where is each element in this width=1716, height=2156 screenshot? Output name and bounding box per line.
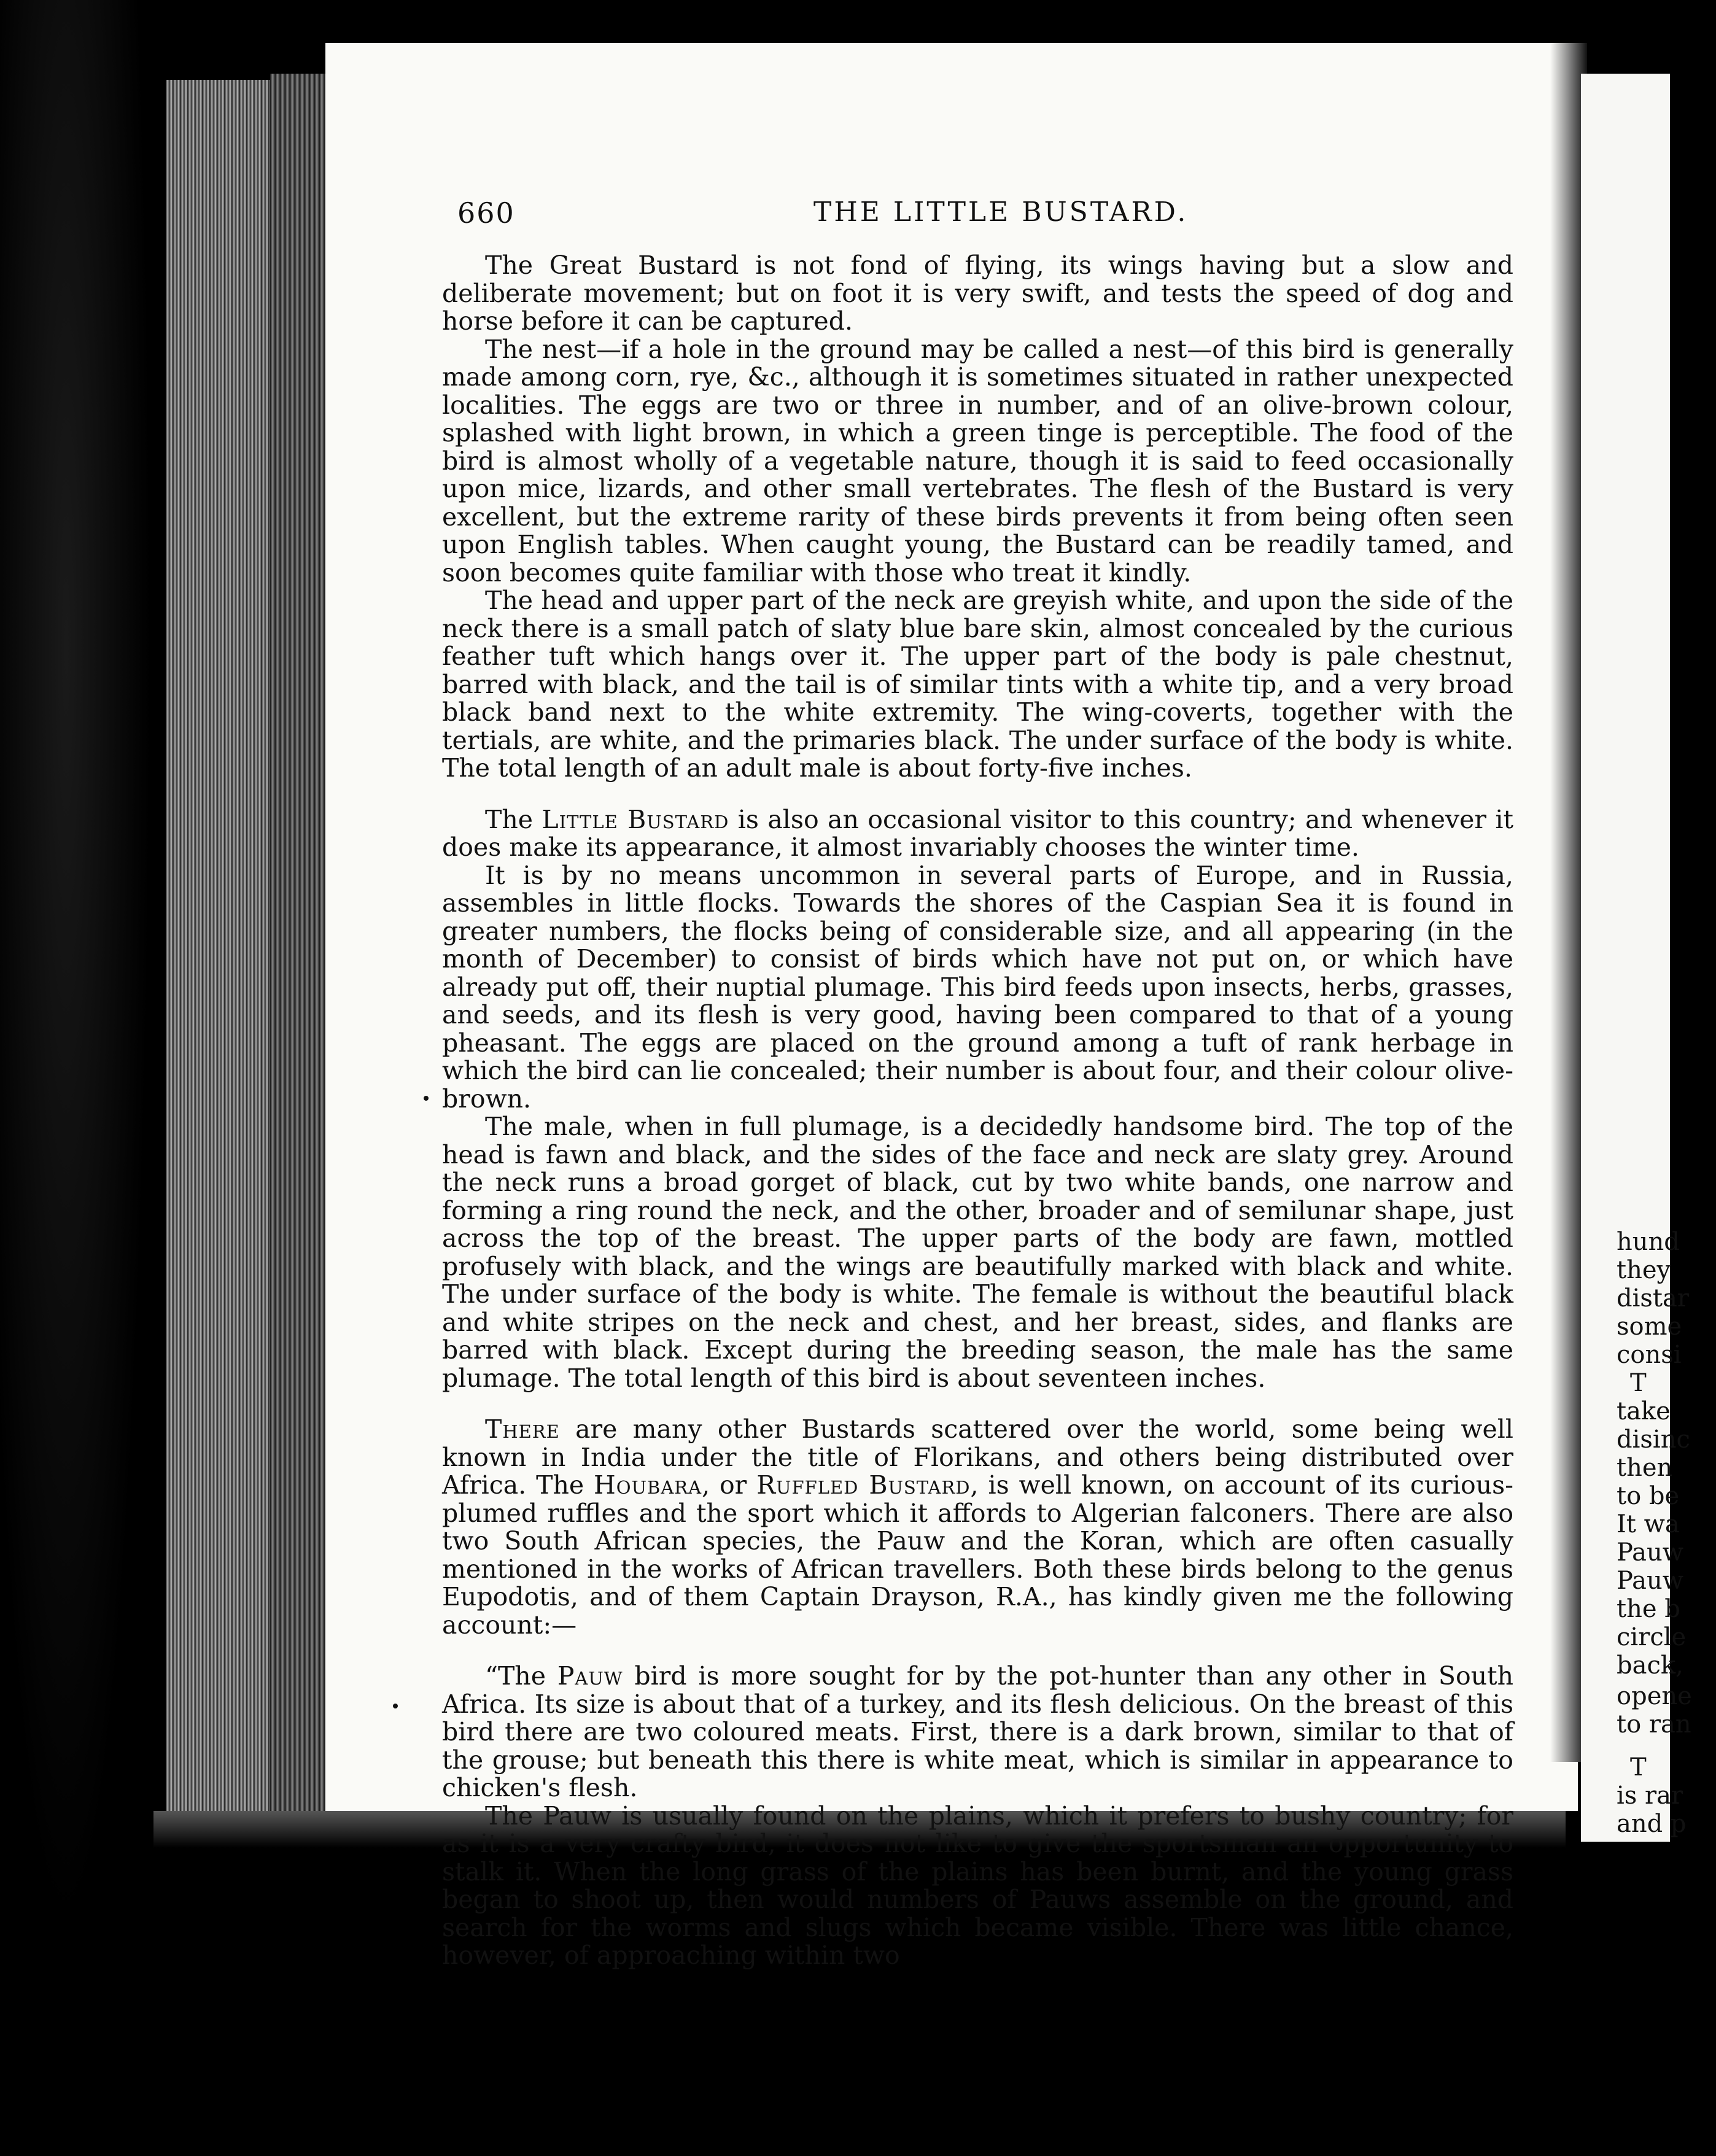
- paragraph-lead: “The: [485, 1661, 557, 1691]
- adjacent-page: [1581, 74, 1690, 1682]
- page-header: [457, 196, 1501, 233]
- paragraph: [442, 806, 1513, 862]
- adjacent-page-fragment: distar: [1617, 1284, 1689, 1313]
- adjacent-page-fragment: hund: [1617, 1228, 1680, 1256]
- species-name: Ruffled Bustard: [756, 1470, 971, 1500]
- adjacent-page-fragment: the b: [1617, 1595, 1680, 1623]
- adjacent-page-fragment: T: [1630, 1753, 1647, 1782]
- adjacent-page-fragment: they: [1617, 1256, 1671, 1284]
- adjacent-page-fragment: then: [1617, 1454, 1673, 1482]
- paragraph: The nest—if a hole in the ground may be called a nest—of this bird is generally made among corn, rye, &c., although it is sometimes situated in rather unexpected localities. The eggs are two or three in number, and of an olive-brown colour, splashed with light brown, in which a green tinge is perceptible. The food of the bird is almost wholly of a vegetable nature, though it is said to feed occasionally upon mice, lizards, and other small vertebrates. The flesh of the Bustard is very excellent, but the extreme rarity of these birds prevents it from being often seen upon English tables. When caught young, the Bustard can be readily tamed, and soon becomes quite familiar with those who treat it kindly.: [442, 334, 1513, 587]
- species-name: Houbara: [594, 1470, 702, 1500]
- adjacent-page-fragment: back,: [1617, 1651, 1683, 1680]
- paragraph: The male, when in full plumage, is a decidedly handsome bird. The top of the head is fawn and black, and the sides of the face and neck are slaty grey. Around the neck runs a broad gorget of black, cut by two white bands, one narrow and forming a ring round the neck, and the other, broader and of semilunar shape, just across the top of the breast. The upper parts of the body are fawn, mottled profusely with black, and the wings are beautifully marked with black and white. The under surface of the body is white. The female is without the beautiful black and white stripes on the neck and chest, and her breast, sides, and flanks are barred with black. Except during the breeding season, the male has the same plumage. The total length of this bird is about seventeen inches.: [442, 1112, 1513, 1393]
- paragraph-rest: is also an occasional visitor to this country; and whenever it does make its appearance, it almost invariably chooses the winter time.: [442, 804, 1513, 862]
- adjacent-page-fragment: take: [1617, 1397, 1671, 1425]
- paragraph: [442, 1416, 1513, 1639]
- margin-mark: [424, 1096, 429, 1101]
- adjacent-page-fragment: and p: [1617, 1810, 1687, 1838]
- paragraph: The head and upper part of the neck are greyish white, and upon the side of the neck there is a small patch of slaty blue bare skin, almost concealed by the curious feather tuft which hangs over it. The upper part of the body is pale chestnut, barred with black, and the tail is of similar tints with a white tip, and a very broad black band next to the white extremity. The wing-coverts, together with the tertials, are white, and the primaries black. The under surface of the body is white. The total length of an adult male is about forty-five inches.: [442, 586, 1513, 783]
- adjacent-page-fragment: to be: [1617, 1482, 1680, 1510]
- paragraph-rest: , is well known, on account of its curious-plumed ruffles and the sport which it affords to Algerian falconers. There are also two South African species, the Pauw and the Koran, which are often casually mentioned in the works of African travellers. Both these birds belong to the genus Eupodotis, and of them Captain Drayson, R.A., has kindly given me the following account:—: [442, 1470, 1513, 1640]
- adjacent-page-fragment: disinc: [1617, 1425, 1690, 1454]
- adjacent-page-fragment: to ran: [1617, 1710, 1691, 1739]
- margin-mark: [393, 1704, 398, 1708]
- running-title: THE LITTLE BUSTARD.: [813, 196, 1189, 228]
- species-name: Pauw: [557, 1661, 623, 1691]
- paragraph-rest: , or: [702, 1470, 757, 1500]
- paragraph-lead: The: [485, 804, 542, 834]
- paragraph: [442, 1662, 1513, 1802]
- adjacent-page-fragment: Pauw: [1617, 1567, 1683, 1595]
- paragraph: The Great Bustard is not fond of flying, its wings having but a slow and deliberate movement; but on foot it is very swift, and tests the speed of dog and horse before it can be captured.: [442, 250, 1513, 336]
- paragraph: The Pauw is usually found on the plains, which it prefers to bushy country; for as it is a very crafty bird, it does not like to give the sportsman an opportunity to stalk it. When the long grass of the plains has been burnt, and the young grass began to shoot up, then would numbers of Pauws assemble on the ground, and search for the worms and slugs which became visible. There was little chance, however, of approaching within two: [442, 1801, 1513, 1970]
- paragraph-rest: are many other Bustards scattered over the world, some being well known in India under the title of Florikans, and others being distributed over Africa. The: [442, 1414, 1513, 1500]
- adjacent-page-fragment: circle: [1617, 1623, 1687, 1651]
- adjacent-page-fragment: It wa: [1617, 1510, 1680, 1538]
- paragraph-rest: bird is more sought for by the pot-hunter than any other in South Africa. Its size is about that of a turkey, and its flesh delicious. On the breast of this bird there are two coloured meats. First, there is a dark brown, similar to that of the grouse; but beneath this there is white meat, which is similar in appearance to chicken's flesh.: [442, 1661, 1513, 1802]
- adjacent-page-fragment: Pauw: [1617, 1538, 1683, 1567]
- species-name: Little Bustard: [542, 804, 729, 834]
- paragraph-lead-caps: There: [485, 1414, 560, 1444]
- adjacent-page-fragment: T: [1630, 1369, 1647, 1397]
- adjacent-page-fragment: is rar: [1617, 1782, 1683, 1810]
- paragraph: It is by no means uncommon in several parts of Europe, and in Russia, assembles in little flocks. Towards the shores of the Caspian Sea it is found in greater numbers, the flocks being of considerable size, and all appearing (in the month of December) to consist of birds which have not put on, or which have already put off, their nuptial plumage. This bird feeds upon insects, herbs, grasses, and seeds, and its flesh is very good, having been compared to that of a young pheasant. The eggs are placed on the ground among a tuft of rank herbage in which the bird can lie concealed; their number is about four, and their colour olive-brown.: [442, 860, 1513, 1114]
- book-cover-edge: [0, 0, 166, 2156]
- adjacent-page-fragment: some: [1617, 1313, 1682, 1341]
- spine-shadow: [270, 74, 325, 1829]
- adjacent-page-fragment: consi: [1617, 1341, 1682, 1369]
- adjacent-page-fragment: opene: [1617, 1682, 1692, 1710]
- page-number: 660: [457, 196, 515, 230]
- body-text: [442, 252, 1513, 1970]
- adjacent-page-lower: [1581, 1682, 1692, 1842]
